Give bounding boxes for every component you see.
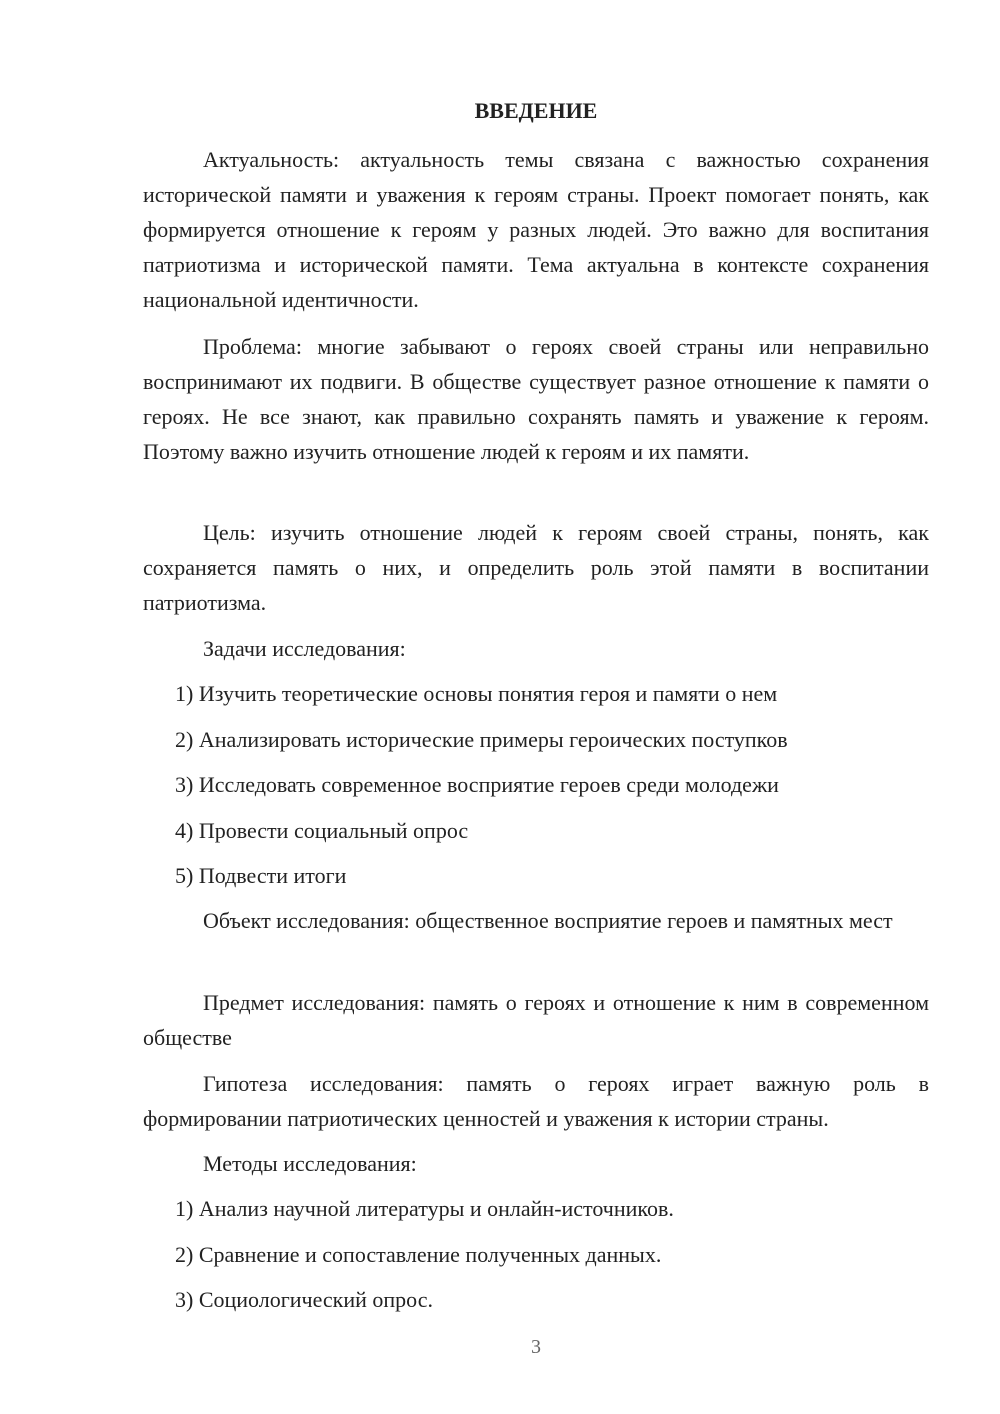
object-paragraph: Объект исследования: общественное восприятие героев и памятных мест: [203, 908, 893, 933]
methods-heading: Методы исследования:: [203, 1151, 417, 1176]
task-item: 2) Анализировать исторические примеры героических поступков: [175, 727, 788, 752]
task-item: 4) Провести социальный опрос: [175, 818, 469, 843]
subject-paragraph: Предмет исследования: память о героях и отношение к ним в современном обществе: [143, 990, 929, 1050]
problem-paragraph: Проблема: многие забывают о героях своей страны или неправильно воспринимают их подвиги. В обществе существует разное отношение к памяти о героях. Не все знают, как правильно сохранять память и уважение к героям. Поэтому важно изучить отношение людей к героям и их памяти.: [143, 334, 929, 464]
task-item: 1) Изучить теоретические основы понятия героя и памяти о нем: [175, 681, 778, 706]
tasks-heading: Задачи исследования:: [203, 636, 406, 661]
method-item: 3) Социологический опрос.: [175, 1287, 433, 1312]
method-item: 1) Анализ научной литературы и онлайн-источников.: [175, 1196, 674, 1221]
relevance-paragraph: Актуальность: актуальность темы связана с важностью сохранения исторической памяти и уважения к героям страны. Проект помогает понять, как формируется отношение к героям у разных людей. Это важно для воспитания патриотизма и исторической памяти. Тема актуальна в контексте сохранения национальной идентичности.: [143, 147, 929, 312]
page-title: ВВЕДЕНИЕ: [474, 98, 598, 123]
hypothesis-paragraph: Гипотеза исследования: память о героях играет важную роль в формировании патриотических ценностей и уважения к истории страны.: [143, 1071, 929, 1131]
method-item: 2) Сравнение и сопоставление полученных данных.: [175, 1242, 662, 1267]
task-item: 5) Подвести итоги: [175, 863, 347, 888]
goal-paragraph: Цель: изучить отношение людей к героям своей страны, понять, как сохраняется память о них, и определить роль этой памяти в воспитании патриотизма.: [143, 520, 929, 615]
task-item: 3) Исследовать современное восприятие героев среди молодежи: [175, 772, 779, 797]
page-number: 3: [531, 1336, 541, 1358]
